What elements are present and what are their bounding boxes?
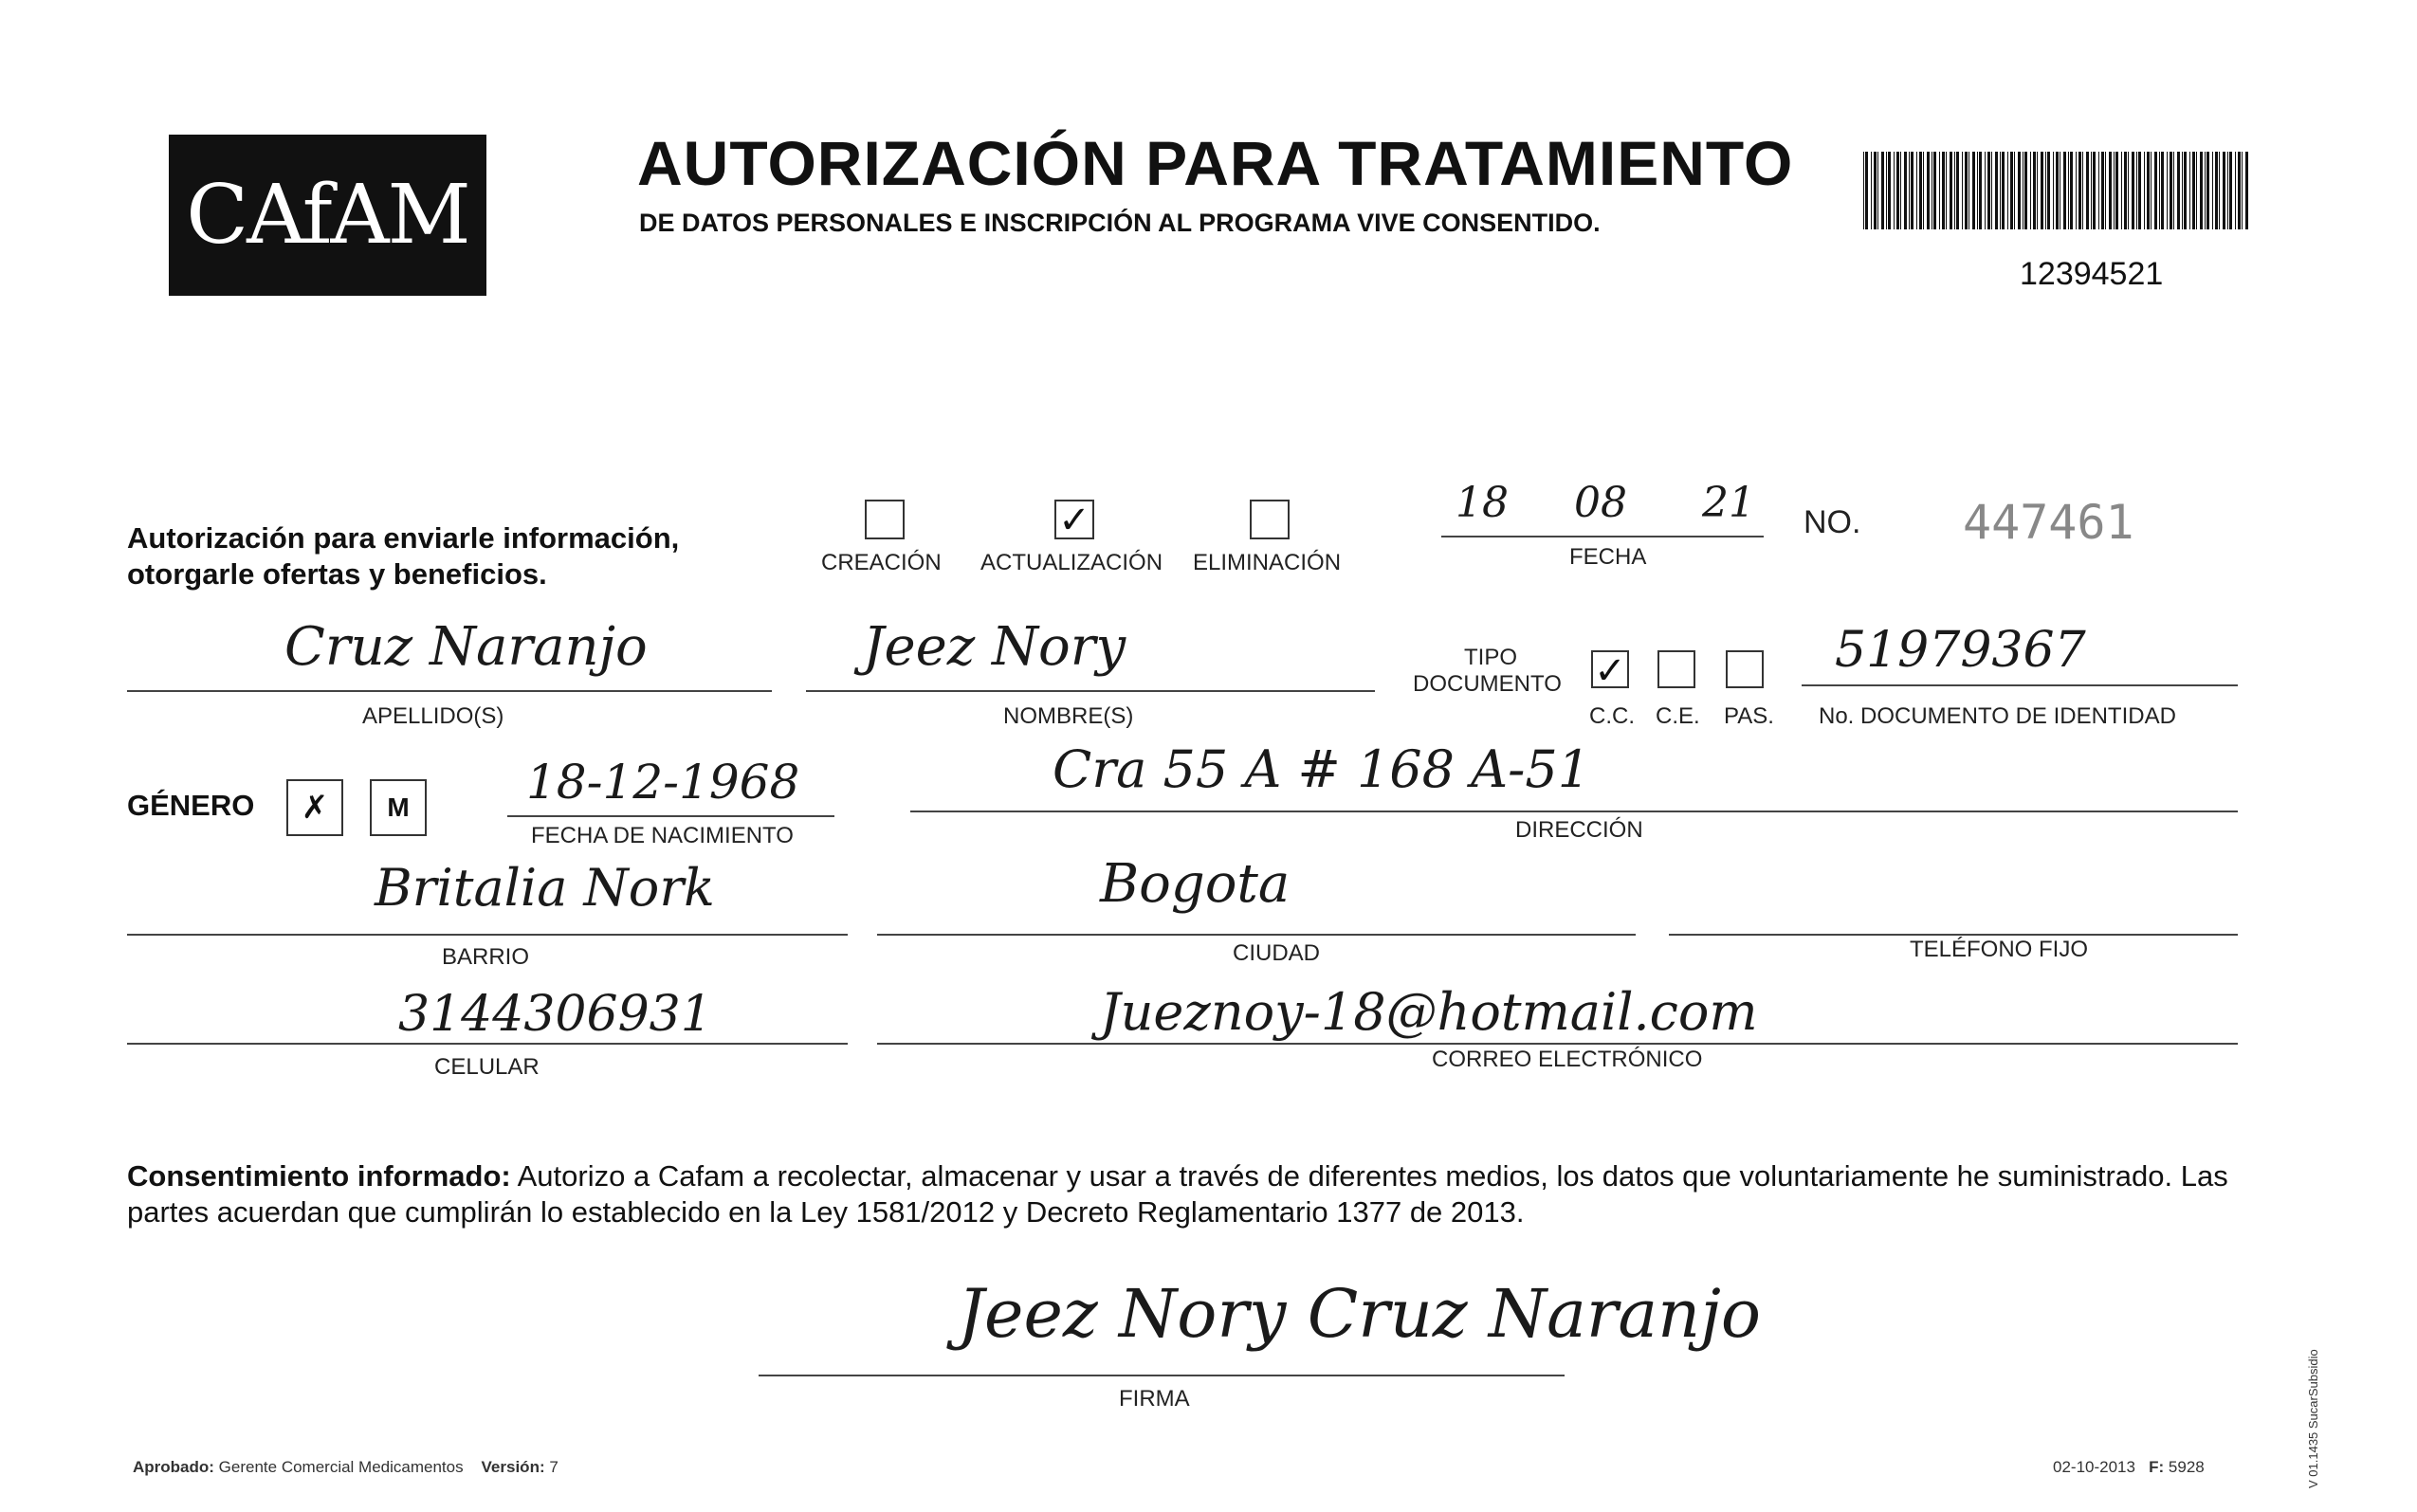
footer-date-f <box>2053 1458 2205 1477</box>
barcode-bar <box>2047 152 2050 229</box>
barcode-bar <box>2196 152 2197 229</box>
barrio-label: BARRIO <box>442 944 530 970</box>
barcode-bar <box>2045 152 2046 229</box>
barcode-number: 12394521 <box>2020 256 2164 292</box>
barcode-bar <box>1985 152 1986 229</box>
barcode-bar <box>2219 152 2220 229</box>
tipo-documento-label-line2: DOCUMENTO <box>1413 671 1562 697</box>
barcode-bar <box>2136 152 2137 229</box>
barcode-bar <box>2056 152 2059 229</box>
barcode-bar <box>2091 152 2092 229</box>
barcode-bar <box>2030 152 2031 229</box>
barcode-bar <box>2205 152 2206 229</box>
fecha-nacimiento-line <box>507 815 834 817</box>
authorization-text-line1: Autorización para enviarle información, <box>127 521 680 555</box>
nombres-line <box>806 690 1375 692</box>
f-label: F: <box>2149 1458 2165 1476</box>
barcode-bar <box>1946 152 1947 229</box>
aprobado-label: Aprobado: <box>133 1458 214 1476</box>
barcode-bar <box>2098 152 2099 229</box>
f-value: 5928 <box>2168 1458 2205 1476</box>
apellidos-label: APELLIDO(S) <box>362 703 504 729</box>
ciudad-label: CIUDAD <box>1233 940 1321 966</box>
barcode-bar <box>1900 152 1901 229</box>
label-actualizacion: ACTUALIZACIÓN <box>980 550 1163 575</box>
barcode-bar <box>2245 152 2248 229</box>
barcode-bar <box>2037 152 2038 229</box>
check-mark-icon: ✓ <box>1594 649 1626 693</box>
barcode-bar <box>1927 152 1930 229</box>
checkbox-ce[interactable] <box>1657 650 1695 688</box>
barcode-bar <box>1942 152 1945 229</box>
direccion-label: DIRECCIÓN <box>1515 817 1643 843</box>
barcode-bar <box>2227 152 2228 229</box>
page-subtitle: DE DATOS PERSONALES E INSCRIPCIÓN AL PROGRAMA VIVE CONSENTIDO. <box>639 209 1601 237</box>
barcode-bar <box>2154 152 2157 229</box>
label-pas: PAS. <box>1724 703 1774 729</box>
barcode-bar <box>2200 152 2203 229</box>
barcode-bar <box>1979 152 1982 229</box>
barcode-bar <box>2170 152 2172 229</box>
barcode-bar <box>2041 152 2043 229</box>
barcode-bar <box>2138 152 2141 229</box>
checkbox-genero-f[interactable] <box>286 779 343 836</box>
version-label: Versión: <box>481 1458 545 1476</box>
barcode-bar <box>2215 152 2218 229</box>
barcode-bar <box>1911 152 1913 229</box>
page-title: AUTORIZACIÓN PARA TRATAMIENTO <box>637 128 1794 198</box>
celular-label: CELULAR <box>434 1054 540 1080</box>
ciudad-value: Bogota <box>1100 853 1291 915</box>
direccion-value: Cra 55 A # 168 A-51 <box>1053 739 1591 799</box>
barcode-bar <box>2212 152 2213 229</box>
barcode-bar <box>1987 152 1990 229</box>
barcode-bar <box>2121 152 2122 229</box>
barcode-bar <box>2223 152 2225 229</box>
celular-line <box>127 1043 848 1045</box>
barcode-bar <box>2068 152 2069 229</box>
barcode-bar <box>1972 152 1975 229</box>
barcode-image <box>1863 152 2252 229</box>
barcode-bar <box>2147 152 2150 229</box>
cafam-logo <box>169 135 486 296</box>
barcode-bar <box>1962 152 1963 229</box>
barcode-bar <box>1888 152 1891 229</box>
barcode-bar <box>2018 152 2021 229</box>
barcode-bar <box>1933 152 1936 229</box>
signature-value: Jeez Nory Cruz Naranjo <box>958 1275 1762 1353</box>
checkbox-pas[interactable] <box>1726 650 1764 688</box>
barcode-bar <box>1894 152 1895 229</box>
no-label: NO. <box>1804 504 1861 540</box>
checkbox-genero-m[interactable]: M <box>370 779 427 836</box>
barcode-bar <box>2132 152 2134 229</box>
checkbox-eliminacion[interactable] <box>1250 500 1290 539</box>
aprobado-value: Gerente Comercial Medicamentos <box>218 1458 464 1476</box>
barcode-bar <box>1965 152 1968 229</box>
barcode-bar <box>2000 152 2001 229</box>
correo-value: Jueznoy-18@hotmail.com <box>1100 982 1758 1042</box>
vertical-side-text: V 01.1435 SucarSubsidio <box>2306 1349 2320 1488</box>
no-value: 447461 <box>1963 495 2134 550</box>
barcode-bar <box>2070 152 2073 229</box>
barcode-bar <box>1865 152 1868 229</box>
barcode-bar <box>2078 152 2081 229</box>
fecha-nacimiento-value: 18-12-1968 <box>526 755 800 810</box>
signature-label: FIRMA <box>1119 1386 1190 1412</box>
barcode-bar <box>2173 152 2174 229</box>
barcode-bar <box>1939 152 1940 229</box>
barcode-bar <box>2014 152 2015 229</box>
label-creacion: CREACIÓN <box>821 550 942 575</box>
barcode-bar <box>2235 152 2236 229</box>
barcode-bar <box>1874 152 1877 229</box>
barcode-bar <box>2184 152 2187 229</box>
barcode-bar <box>2093 152 2096 229</box>
checkbox-creacion[interactable] <box>865 500 905 539</box>
barcode-bar <box>1916 152 1917 229</box>
label-ce: C.E. <box>1656 703 1700 729</box>
consent-heading: Consentimiento informado: <box>127 1159 511 1193</box>
barcode-bar <box>1950 152 1952 229</box>
barcode-bar <box>2053 152 2054 229</box>
label-cc: C.C. <box>1589 703 1635 729</box>
barcode-bar <box>1968 152 1969 229</box>
barcode-bar <box>1977 152 1978 229</box>
genero-label: GÉNERO <box>127 789 255 822</box>
x-mark-icon: ✗ <box>301 789 329 827</box>
telefono-line <box>1669 934 2238 936</box>
version-value: 7 <box>549 1458 558 1476</box>
barcode-bar <box>2114 152 2115 229</box>
documento-line <box>1802 684 2238 686</box>
barcode-bar <box>2086 152 2089 229</box>
barcode-bar <box>2010 152 2013 229</box>
barcode-bar <box>2238 152 2241 229</box>
barcode-bar <box>1886 152 1887 229</box>
apellidos-value: Cruz Naranjo <box>284 616 648 678</box>
barcode-bar <box>2007 152 2008 229</box>
fecha-month: 08 <box>1574 479 1627 527</box>
tipo-documento-label-line1: TIPO <box>1464 645 1518 670</box>
label-eliminacion: ELIMINACIÓN <box>1193 550 1342 575</box>
barcode-bar <box>2105 152 2106 229</box>
fecha-nacimiento-label: FECHA DE NACIMIENTO <box>531 823 794 848</box>
barcode-bar <box>2002 152 2005 229</box>
barcode-bar <box>1863 152 1864 229</box>
barcode-bar <box>2024 152 2027 229</box>
correo-label: CORREO ELECTRÓNICO <box>1432 1047 1703 1072</box>
barcode-bar <box>2206 152 2209 229</box>
barcode-bar <box>2115 152 2118 229</box>
checkbox-cc[interactable] <box>1591 649 1629 693</box>
barcode-bar <box>2229 152 2232 229</box>
barcode-bar <box>1954 152 1955 229</box>
ciudad-line <box>877 934 1636 936</box>
barcode-bar <box>2033 152 2036 229</box>
barcode-bar <box>1871 152 1872 229</box>
barcode-bar <box>1877 152 1878 229</box>
footer-date: 02-10-2013 <box>2053 1458 2135 1476</box>
correo-line <box>877 1043 2238 1045</box>
barrio-value: Britalia Nork <box>375 858 715 918</box>
barcode-bar <box>2159 152 2160 229</box>
authorization-text-line2: otorgarle ofertas y beneficios. <box>127 557 547 591</box>
barcode-bar <box>2182 152 2183 229</box>
barcode-bar <box>1904 152 1907 229</box>
barcode-bar <box>2109 152 2112 229</box>
footer-aprobado <box>133 1458 558 1477</box>
barcode-bar <box>1995 152 1998 229</box>
nombres-value: Jeez Nory <box>863 616 1126 678</box>
barcode-bar <box>2128 152 2129 229</box>
logo-text: CAfAM <box>186 168 469 263</box>
barcode-bar <box>2167 152 2168 229</box>
nombres-label: NOMBRE(S) <box>1003 703 1134 729</box>
barcode-bar <box>2101 152 2104 229</box>
barcode-bar <box>1991 152 1992 229</box>
check-mark-icon: ✓ <box>1058 499 1090 542</box>
telefono-label: TELÉFONO FIJO <box>1910 937 2089 962</box>
signature-line <box>759 1375 1565 1376</box>
consent-text: Autorizo a Cafam a recolectar, almacenar y usar a través de diferentes medios, los datos que voluntariamente he suministrado. Las partes acuerdan que cumplirán lo establecido en la Ley 1581/2012 y Decreto Reglamentario 1377 de 2013. <box>127 1159 2228 1229</box>
documento-label: No. DOCUMENTO DE IDENTIDAD <box>1819 703 2176 729</box>
documento-value: 51979367 <box>1835 622 2086 679</box>
barcode-bar <box>2161 152 2164 229</box>
barrio-line <box>127 934 848 936</box>
direccion-line <box>910 811 2238 812</box>
barcode-bar <box>1881 152 1884 229</box>
barcode-bar <box>2144 152 2145 229</box>
fecha-label: FECHA <box>1569 544 1647 570</box>
celular-value: 3144306931 <box>398 986 712 1043</box>
barcode-bar <box>2192 152 2195 229</box>
barcode-bar <box>2063 152 2066 229</box>
barcode-bar <box>1896 152 1899 229</box>
fecha-line <box>1441 536 1764 537</box>
barcode-bar <box>2082 152 2083 229</box>
fecha-day: 18 <box>1456 479 1509 527</box>
barcode-bar <box>2124 152 2127 229</box>
barcode-bar <box>2189 152 2190 229</box>
barcode-bar <box>1923 152 1924 229</box>
barcode-bar <box>2177 152 2180 229</box>
barcode-bar <box>2076 152 2077 229</box>
checkbox-actualizacion[interactable] <box>1054 499 1094 542</box>
fecha-year: 21 <box>1702 479 1755 527</box>
apellidos-line <box>127 690 772 692</box>
barcode-bar <box>2242 152 2243 229</box>
consent-paragraph <box>127 1158 2232 1230</box>
barcode-bar <box>1919 152 1922 229</box>
barcode-bar <box>1956 152 1959 229</box>
barcode-bar <box>1909 152 1910 229</box>
